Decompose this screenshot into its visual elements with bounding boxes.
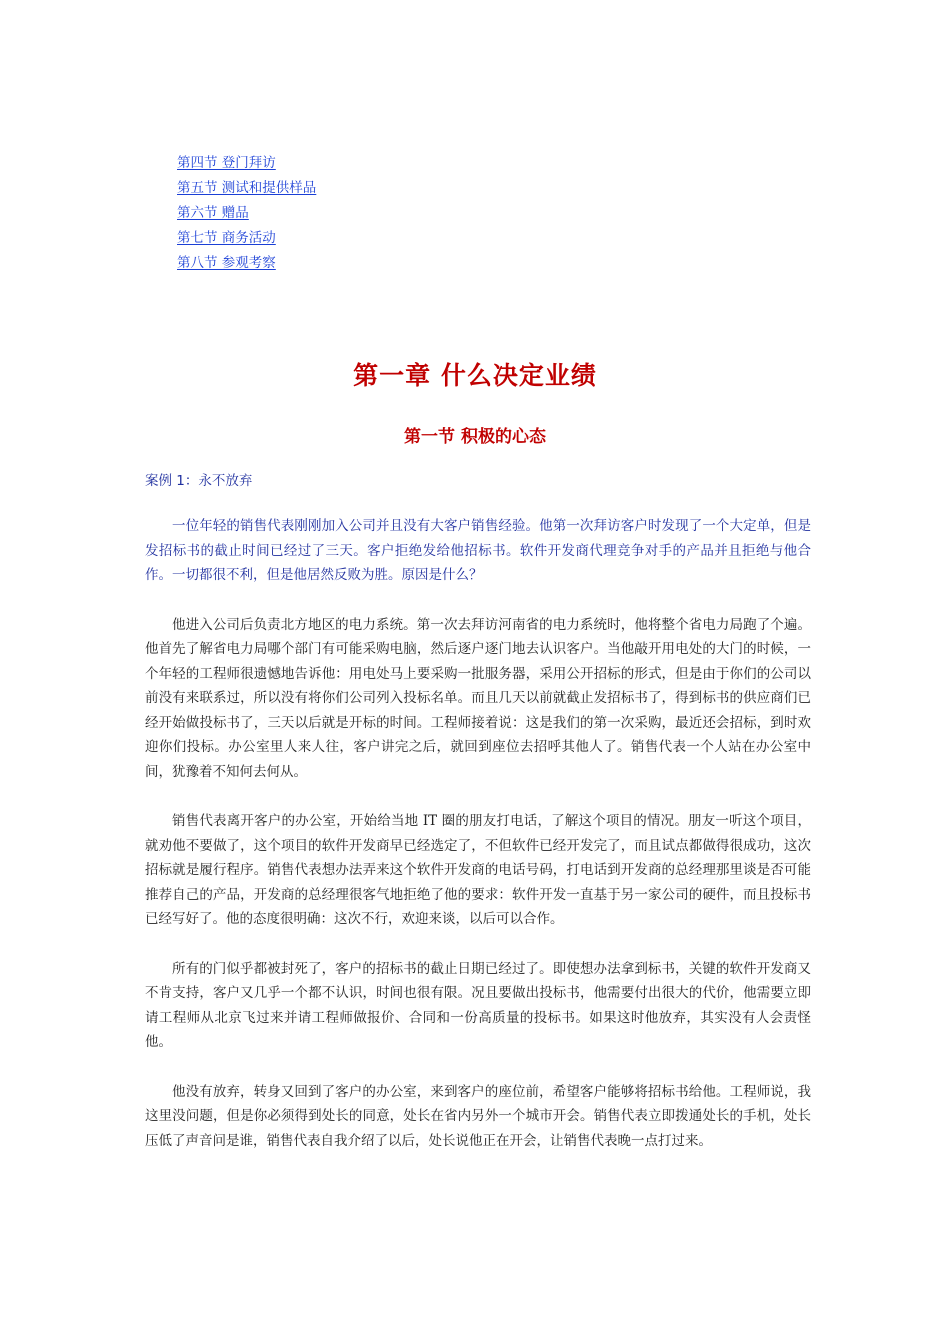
body-paragraph: 他没有放弃，转身又回到了客户的办公室，来到客户的座位前，希望客户能够将招标书给他。工程师说，我这里没问题，但是你必须得到处长的同意，处长在省内另外一个城市开会。销售代表立即拨通处长的手机，处长压低了声音问是谁，销售代表自我介绍了以后，处长说他正在开会，让销售代表晚一点打过来。 bbox=[145, 1083, 811, 1149]
section-title: 第一节 积极的心态 bbox=[404, 427, 546, 447]
body-paragraph: 他进入公司后负责北方地区的电力系统。第一次去拜访河南省的电力系统时，他将整个省电力局跑了个遍。他首先了解省电力局哪个部门有可能采购电脑，然后逐户逐门地去认识客户。当他敲开用电处的大门的时候，一个年轻的工程师很遗憾地告诉他：用电处马上要采购一批服务器，采用公开招标的形式，但是由于你们的公司以前没有来联系过，所以没有将你们公司列入投标名单。而且几天以前就截止发招标书了，得到标书的供应商们已经开始做投标书了，三天以后就是开标的时间。工程师接着说：这是我们的第一次采购，最近还会招标，到时欢迎你们投标。办公室里人来人往，客户讲完之后，就回到座位去招呼其他人了。销售代表一个人站在办公室中间，犹豫着不知何去何从。 bbox=[145, 616, 811, 780]
intro-paragraph: 一位年轻的销售代表刚刚加入公司并且没有大客户销售经验。他第一次拜访客户时发现了一个大定单，但是发招标书的截止时间已经过了三天。客户拒绝发给他招标书。软件开发商代理竞争对手的产品并且拒绝与他合作。一切都很不利，但是他居然反败为胜。原因是什么？ bbox=[145, 518, 811, 583]
toc-link-section-5[interactable]: 第五节 测试和提供样品 bbox=[177, 180, 317, 196]
toc-item bbox=[177, 227, 316, 252]
toc-link-section-4[interactable]: 第四节 登门拜访 bbox=[177, 155, 276, 171]
toc-item bbox=[177, 177, 316, 202]
table-of-contents bbox=[177, 152, 316, 277]
toc-link-section-6[interactable]: 第六节 赠品 bbox=[177, 205, 249, 221]
toc-item bbox=[177, 252, 316, 277]
toc-link-section-7[interactable]: 第七节 商务活动 bbox=[177, 230, 276, 246]
body-paragraph: 所有的门似乎都被封死了，客户的招标书的截止日期已经过了。即使想办法拿到标书，关键的软件开发商又不肯支持，客户又几乎一个都不认识，时间也很有限。况且要做出投标书，他需要付出很大的代价，他需要立即请工程师从北京飞过来并请工程师做报价、合同和一份高质量的投标书。如果这时他放弃，其实没有人会责怪他。 bbox=[145, 960, 811, 1050]
case-label: 案例 1：永不放弃 bbox=[145, 473, 253, 489]
toc-link-section-8[interactable]: 第八节 参观考察 bbox=[177, 255, 276, 271]
body-text bbox=[145, 514, 811, 1178]
toc-item bbox=[177, 152, 316, 177]
body-paragraph: 销售代表离开客户的办公室，开始给当地 IT 圈的朋友打电话，了解这个项目的情况。朋友一听这个项目，就劝他不要做了，这个项目的软件开发商早已经选定了，不但软件已经开发完了，而且试点都做得很成功，这次招标就是履行程序。销售代表想办法弄来这个软件开发商的电话号码，打电话到开发商的总经理那里谈是否可能推荐自己的产品，开发商的总经理很客气地拒绝了他的要求：软件开发一直基于另一家公司的硬件，而且投标书已经写好了。他的态度很明确：这次不行，欢迎来谈，以后可以合作。 bbox=[145, 813, 811, 927]
toc-item bbox=[177, 202, 316, 227]
chapter-title: 第一章 什么决定业绩 bbox=[353, 361, 597, 390]
